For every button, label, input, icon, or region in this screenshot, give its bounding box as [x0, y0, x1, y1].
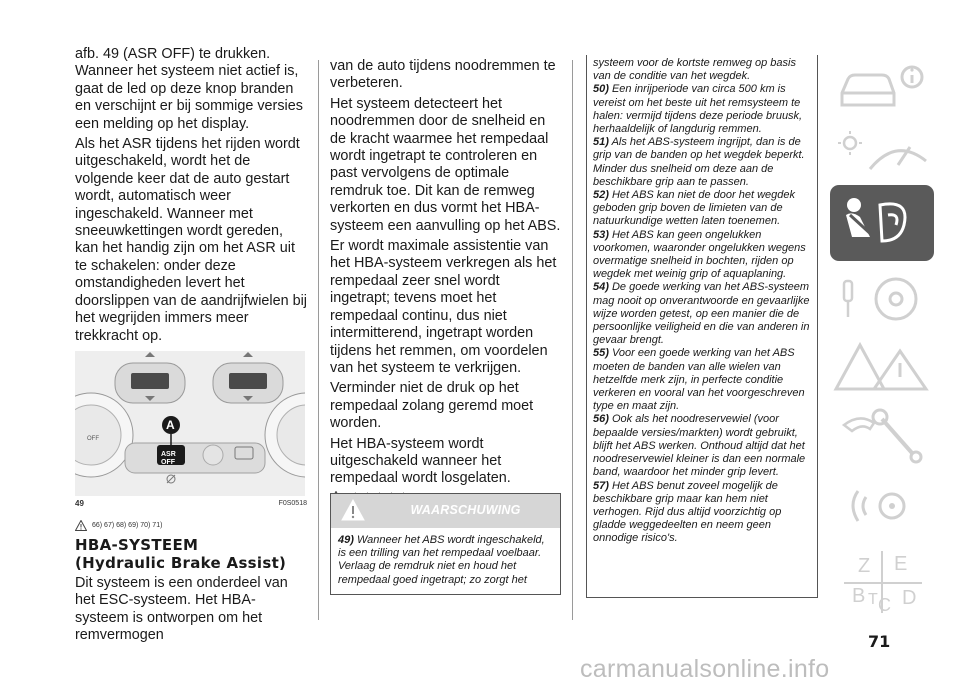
warning-title: WAARSCHUWING: [410, 503, 521, 517]
section-title: [75, 536, 307, 572]
note-item: [593, 281, 812, 347]
chapter-tab-multimedia[interactable]: [830, 475, 934, 541]
paragraph: Verminder niet de druk op het rempedaal zolang geremd moet worden.: [330, 380, 534, 432]
note-number: 57): [593, 479, 609, 492]
car-info-icon: [830, 55, 934, 117]
chapter-tab-safety[interactable]: [830, 185, 934, 261]
figure-number: 49: [75, 498, 84, 508]
figure-callout-label: A: [166, 417, 175, 432]
index-letter: C: [878, 595, 891, 615]
note-text: Het ABS kan niet de door het wegdek geboden grip boven de limieten van de natuurkundige wetten laten toenemen.: [593, 189, 796, 228]
section-title-line: (Hydraulic Brake Assist): [75, 553, 287, 572]
note-number: 50): [593, 83, 609, 96]
warning-header: [331, 494, 560, 528]
column-divider: [572, 60, 573, 620]
figure-caption: [75, 499, 307, 508]
dashboard-controls-illustration: [75, 351, 305, 496]
section-title-line: HBA-SYSTEEM: [75, 535, 199, 554]
note-number: 53): [593, 228, 609, 241]
figure-code: F0S0518: [278, 499, 307, 507]
index-letter: B: [852, 585, 866, 607]
note-number: 55): [593, 347, 609, 360]
chapter-tab-emergency[interactable]: [830, 335, 934, 401]
notes-box: [586, 55, 818, 598]
chapter-tab-starting-driving[interactable]: [830, 265, 934, 331]
warning-triangle-icon: [341, 499, 365, 521]
steering-wheel-key-icon: [830, 265, 934, 331]
column-divider: [318, 60, 319, 620]
note-item: [593, 189, 812, 229]
warning-body: [331, 528, 560, 587]
note-text: Het ABS benut zoveel mogelijk de beschikbare grip maar kan hem niet verhogen. Rijd dus altijd voorzichtig op gladde weggedeelten en neem geen onnodige risico's.: [593, 479, 782, 545]
chapter-sidebar: [830, 55, 934, 619]
note-text: Het ABS kan geen ongelukken voorkomen, waaronder ongelukken wegens overmatige snelheid in bochten, rijden op wegdek met weinig grip of aquaplaning.: [593, 228, 806, 281]
note-continuation: systeem voor de kortste remweg op basis van de conditie van het wegdek.: [593, 57, 796, 83]
chapter-tab-maintenance[interactable]: [830, 405, 934, 471]
note-text: Ook als het noodreservewiel (voor bepaalde versies/markten) wordt gebruikt, blijft het ABS werken. Onthoud altijd dat het noodreservewiel kleiner is dan een normale band, waardoor het minder grip levert.: [593, 413, 806, 479]
asr-button-figure: [75, 351, 305, 496]
note-item: [593, 229, 812, 282]
note-item: [593, 83, 812, 136]
watermark: carmanualsonline.info: [580, 655, 830, 683]
paragraph: Als het ASR tijdens het rijden wordt uitgeschakeld, wordt het de volgende keer dat de auto gestart wordt, automatisch weer ingeschakeld. Wanneer met sneeuwkettingen wordt gereden, kan het handig zijn om het ASR uit te schakelen: onder deze omstandigheden levert het doorslippen van de aandrijfwielen bij het wegrijden immers meer trekkracht op.: [75, 136, 307, 344]
note-text: De goede werking van het ABS-systeem mag nooit op onverantwoorde en gevaarlijke wijze worden getest, op een manier die de persoonlijke veiligheid en die van anderen in gevaar brengt.: [593, 281, 810, 347]
index-letter: Z: [858, 555, 871, 577]
index-letter: E: [894, 553, 908, 575]
asr-button-label-1: ASR: [161, 450, 176, 458]
paragraph: Dit systeem is een onderdeel van het ESC-systeem. Het HBA-systeem is ontworpen om het remvermogen: [75, 574, 288, 644]
multimedia-icon: [830, 475, 934, 541]
chapter-tab-dashboard-lights[interactable]: [830, 121, 934, 183]
warning-text: Wanneer het ABS wordt ingeschakeld, is een trilling van het rempedaal voelbaar. Verlaag de remdruk niet en houd het rempedaal goed ingetrapt; zo zorgt het: [338, 534, 545, 586]
note-number: 54): [593, 281, 609, 294]
chapter-tab-index[interactable]: [830, 545, 934, 619]
column-1: [75, 46, 307, 648]
warning-triangle-icon: [75, 520, 87, 531]
note-text: Voor een goede werking van het ABS moeten de banden van alle wielen van hetzelfde merk zijn, in perfecte conditie verkeren en vooral van het voorgeschreven type en maat zijn.: [593, 347, 805, 413]
note-text: Een inrijperiode van circa 500 km is vereist om het beste uit het remsysteem te halen: vermijd tijdens deze periode bruusk, herhaaldelijk of langdurig remmen.: [593, 83, 803, 136]
note-number: 52): [593, 189, 609, 202]
warning-number: 49): [338, 534, 354, 546]
note-item: [593, 480, 812, 546]
paragraph: Het HBA-systeem wordt uitgeschakeld wanneer het rempedaal wordt losgelaten.: [330, 435, 511, 487]
column-2: [330, 58, 562, 502]
warning-box: [330, 493, 561, 595]
note-text: Als het ABS-systeem ingrijpt, dan is de grip van de banden op het wegdek beperkt. Minder dus snelheid om deze aan de beschikbare grip aan te passen.: [593, 136, 805, 188]
note-item: [593, 136, 812, 189]
note-item: [593, 347, 812, 413]
road-warning-icon: [830, 335, 934, 401]
paragraph: Het systeem detecteert het noodremmen door de snelheid en de kracht waarmee het rempedaal wordt ingetrapt te controleren en past vervolgens de optimale remdruk toe. Dit kan de remweg verkorten en dus vormt het HBA-systeem een aanvulling op het ABS.: [330, 95, 561, 234]
reference-numbers: 66) 67) 68) 69) 70) 71): [92, 521, 163, 529]
service-wrench-icon: [830, 405, 934, 471]
note-number: 51): [593, 136, 609, 149]
paragraph: Er wordt maximale assistentie van het HBA-systeem verkregen als het rempedaal zeer snel wordt ingetrapt; tevens moet het rempedaal continu, dus niet intermitterend, ingetrapt worden tijdens het remmen, om voordelen van het systeem te verkrijgen.: [330, 238, 557, 376]
chapter-tab-car-info[interactable]: [830, 55, 934, 117]
safety-airbag-icon: [830, 185, 934, 261]
warning-references: [75, 520, 307, 531]
paragraph: van de auto tijdens noodremmen te verbeteren.: [330, 58, 556, 92]
asr-button-label-2: OFF: [161, 458, 175, 466]
note-number: 56): [593, 413, 609, 426]
dashboard-lights-icon: [830, 121, 934, 183]
knob-off-label: OFF: [87, 435, 99, 442]
index-letter: T: [868, 591, 878, 608]
index-letter: D: [902, 587, 917, 609]
paragraph: afb. 49 (ASR OFF) te drukken. Wanneer het systeem niet actief is, gaat de led op deze knop branden en verschijnt er bij sommige versies een melding op het display.: [75, 46, 303, 132]
note-item: [593, 413, 812, 479]
page-number: 71: [868, 632, 891, 651]
